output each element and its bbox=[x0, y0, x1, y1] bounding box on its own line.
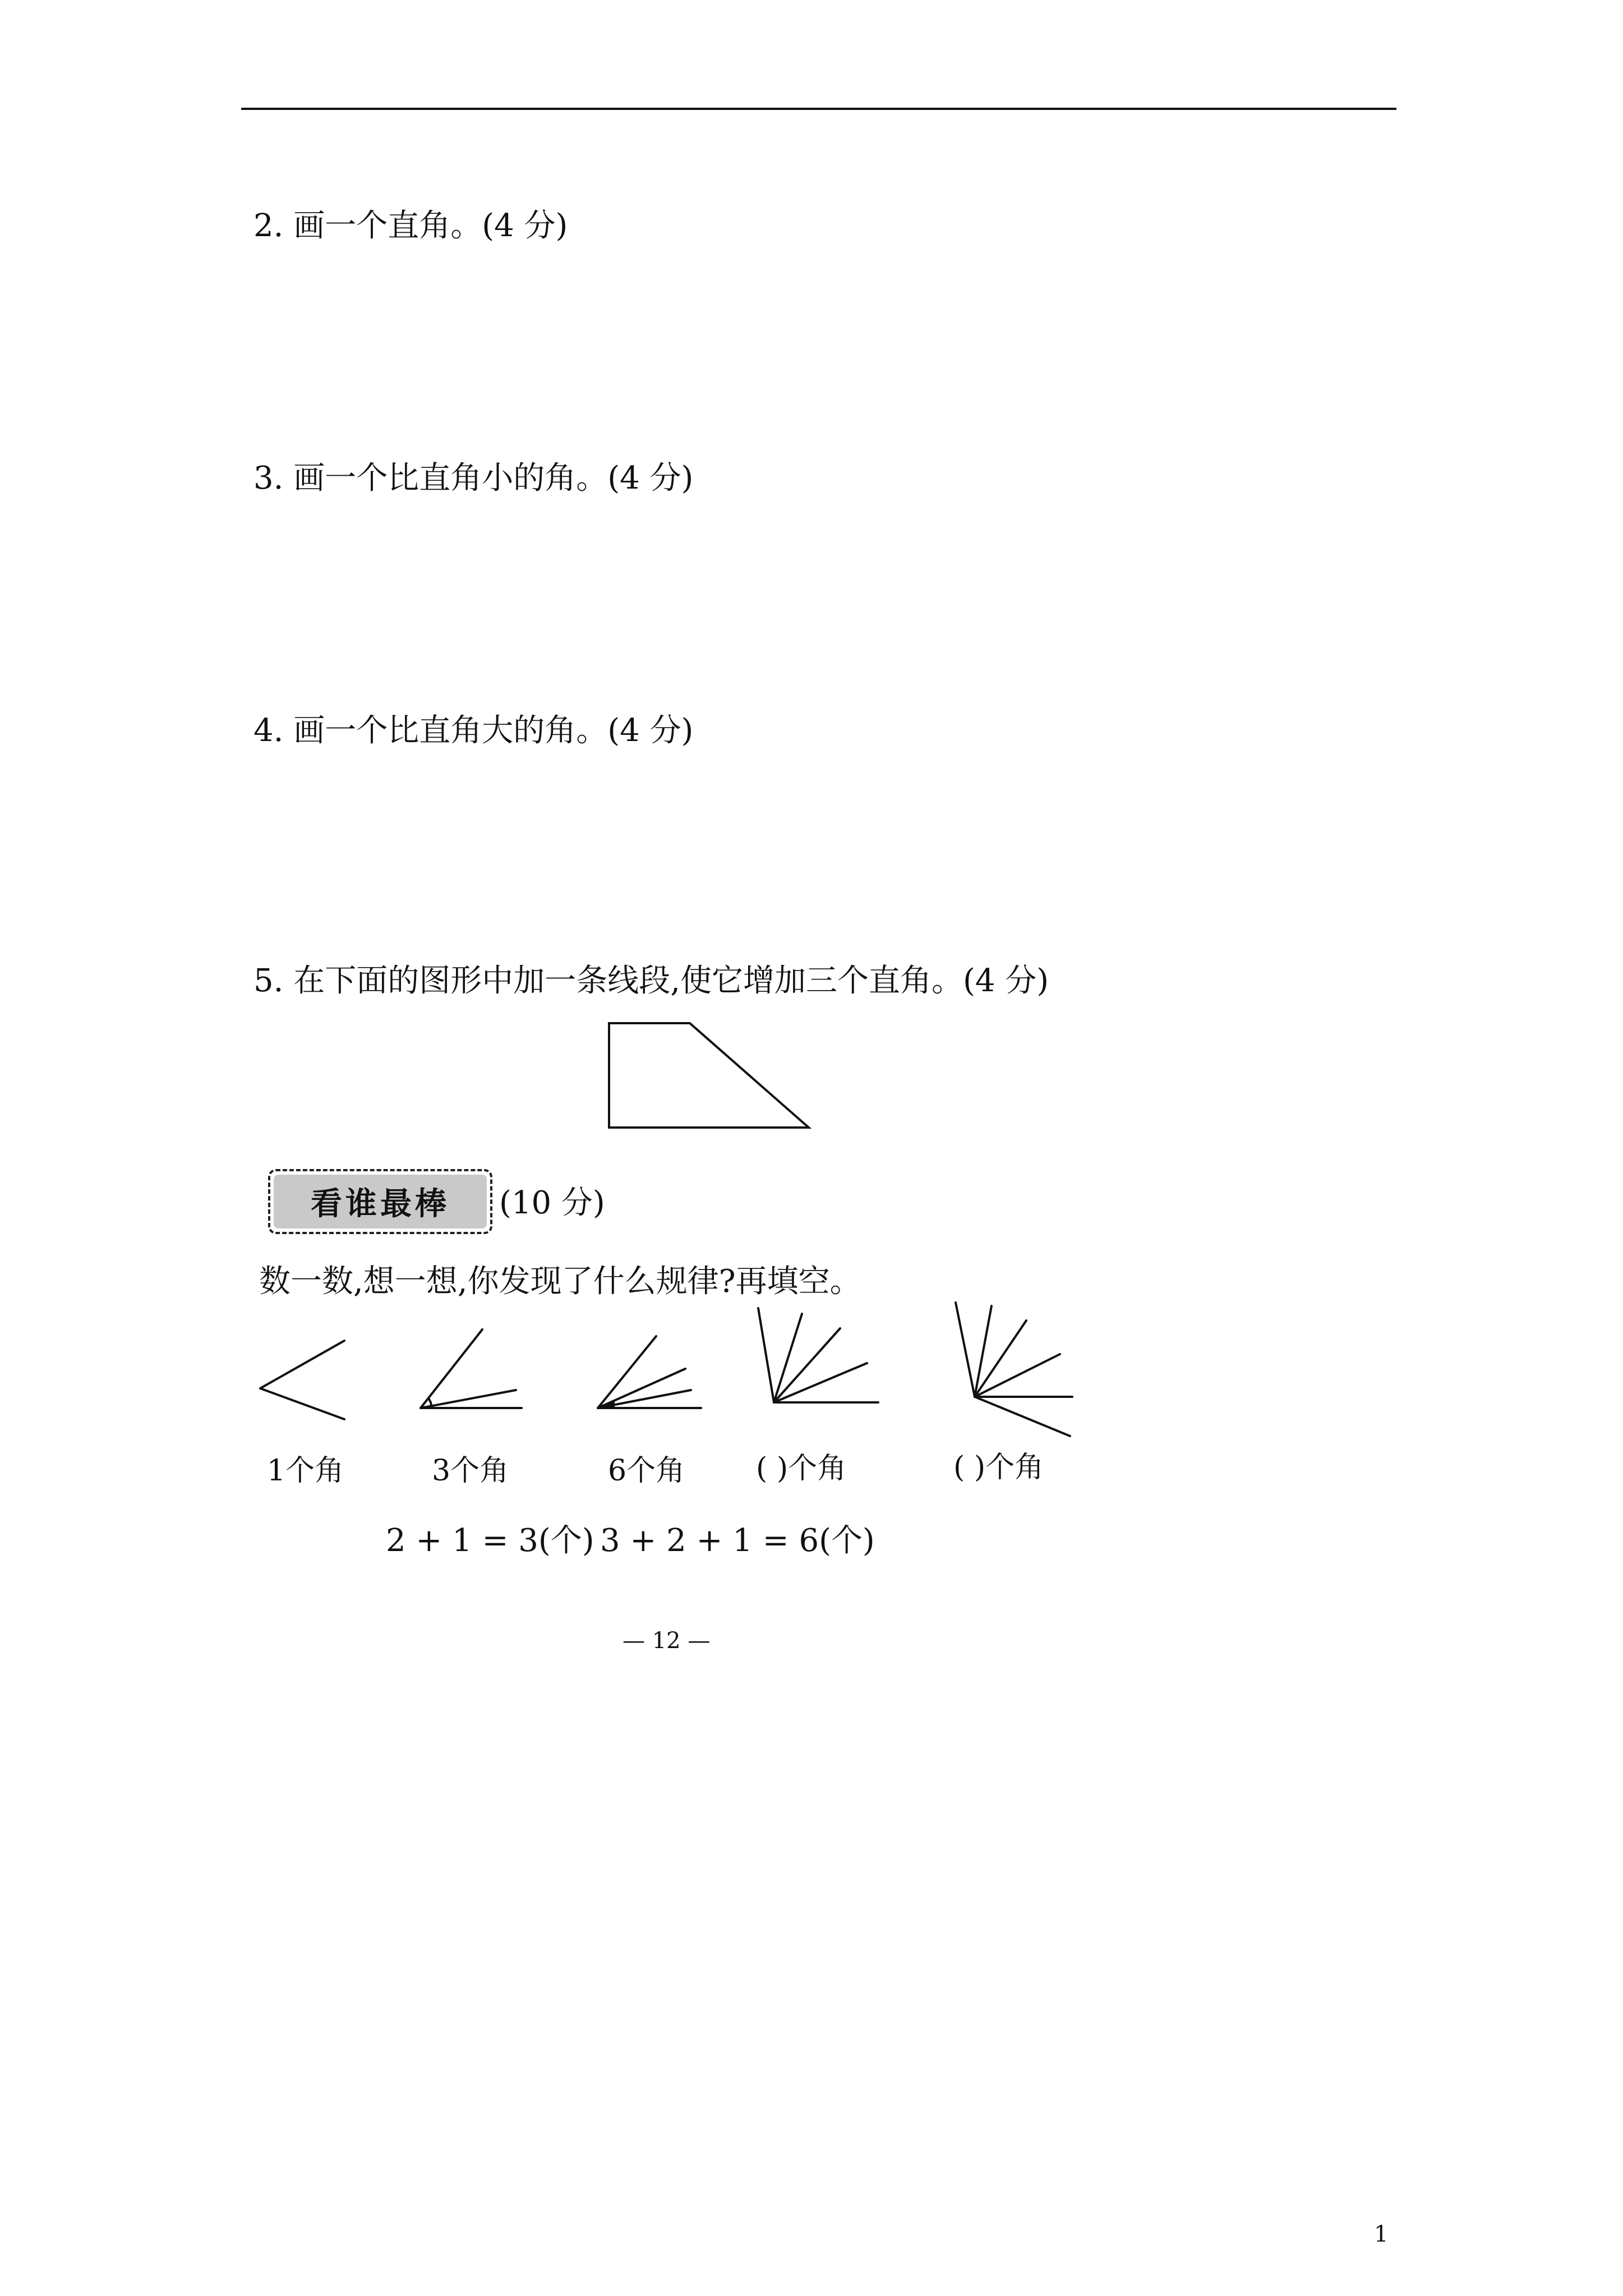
trapezoid-shape bbox=[609, 1023, 809, 1128]
angle-4-ray-2 bbox=[774, 1314, 802, 1402]
section-badge bbox=[268, 1169, 492, 1234]
section-badge-label: 看谁最棒 bbox=[311, 1186, 450, 1222]
angle-figure-5 bbox=[948, 1296, 1094, 1442]
equation-2: 3 + 2 + 1 = 6(个) bbox=[600, 1522, 875, 1559]
angle-4-ray-4 bbox=[774, 1363, 867, 1402]
question-4: 4. 画一个比直角大的角。(4 分) bbox=[253, 712, 694, 749]
section-instruction: 数一数,想一想,你发现了什么规律?再填空。 bbox=[259, 1263, 861, 1300]
angle-3-ray-1 bbox=[598, 1336, 656, 1408]
angle-label-2: 3个角 bbox=[432, 1454, 509, 1488]
angle-1-ray-upper bbox=[260, 1341, 344, 1388]
angle-4-ray-3 bbox=[774, 1328, 840, 1402]
angle-label-4: ( )个角 bbox=[756, 1452, 847, 1485]
angle-2-ray-middle bbox=[421, 1390, 516, 1408]
question-3: 3. 画一个比直角小的角。(4 分) bbox=[253, 460, 694, 496]
page-number: — 12 — bbox=[623, 1628, 711, 1654]
header-rule bbox=[241, 108, 1396, 110]
angle-label-3: 6个角 bbox=[608, 1454, 685, 1488]
section-badge-inner bbox=[274, 1175, 487, 1228]
angle-figure-3 bbox=[589, 1324, 712, 1419]
angle-label-5: ( )个角 bbox=[953, 1451, 1044, 1484]
equation-1: 2 + 1 = 3(个) bbox=[386, 1522, 594, 1559]
angle-5-ray-6 bbox=[975, 1397, 1070, 1436]
angle-figure-4 bbox=[751, 1301, 886, 1414]
trapezoid-figure bbox=[594, 1015, 819, 1139]
angle-figure-2 bbox=[409, 1318, 533, 1419]
question-5: 5. 在下面的图形中加一条线段,使它增加三个直角。(4 分) bbox=[253, 963, 1049, 999]
angle-figure-1 bbox=[247, 1335, 359, 1430]
angle-5-ray-4 bbox=[975, 1354, 1060, 1397]
angle-1-ray-lower bbox=[260, 1388, 344, 1419]
section-score: (10 分) bbox=[499, 1185, 605, 1221]
question-2: 2. 画一个直角。(4 分) bbox=[253, 208, 568, 244]
sheet-number: 1 bbox=[1374, 2221, 1389, 2247]
angle-4-ray-1 bbox=[758, 1308, 774, 1402]
angle-label-1: 1个角 bbox=[267, 1454, 344, 1488]
angle-5-ray-1 bbox=[956, 1303, 975, 1397]
angle-2-ray-steep bbox=[421, 1329, 482, 1408]
